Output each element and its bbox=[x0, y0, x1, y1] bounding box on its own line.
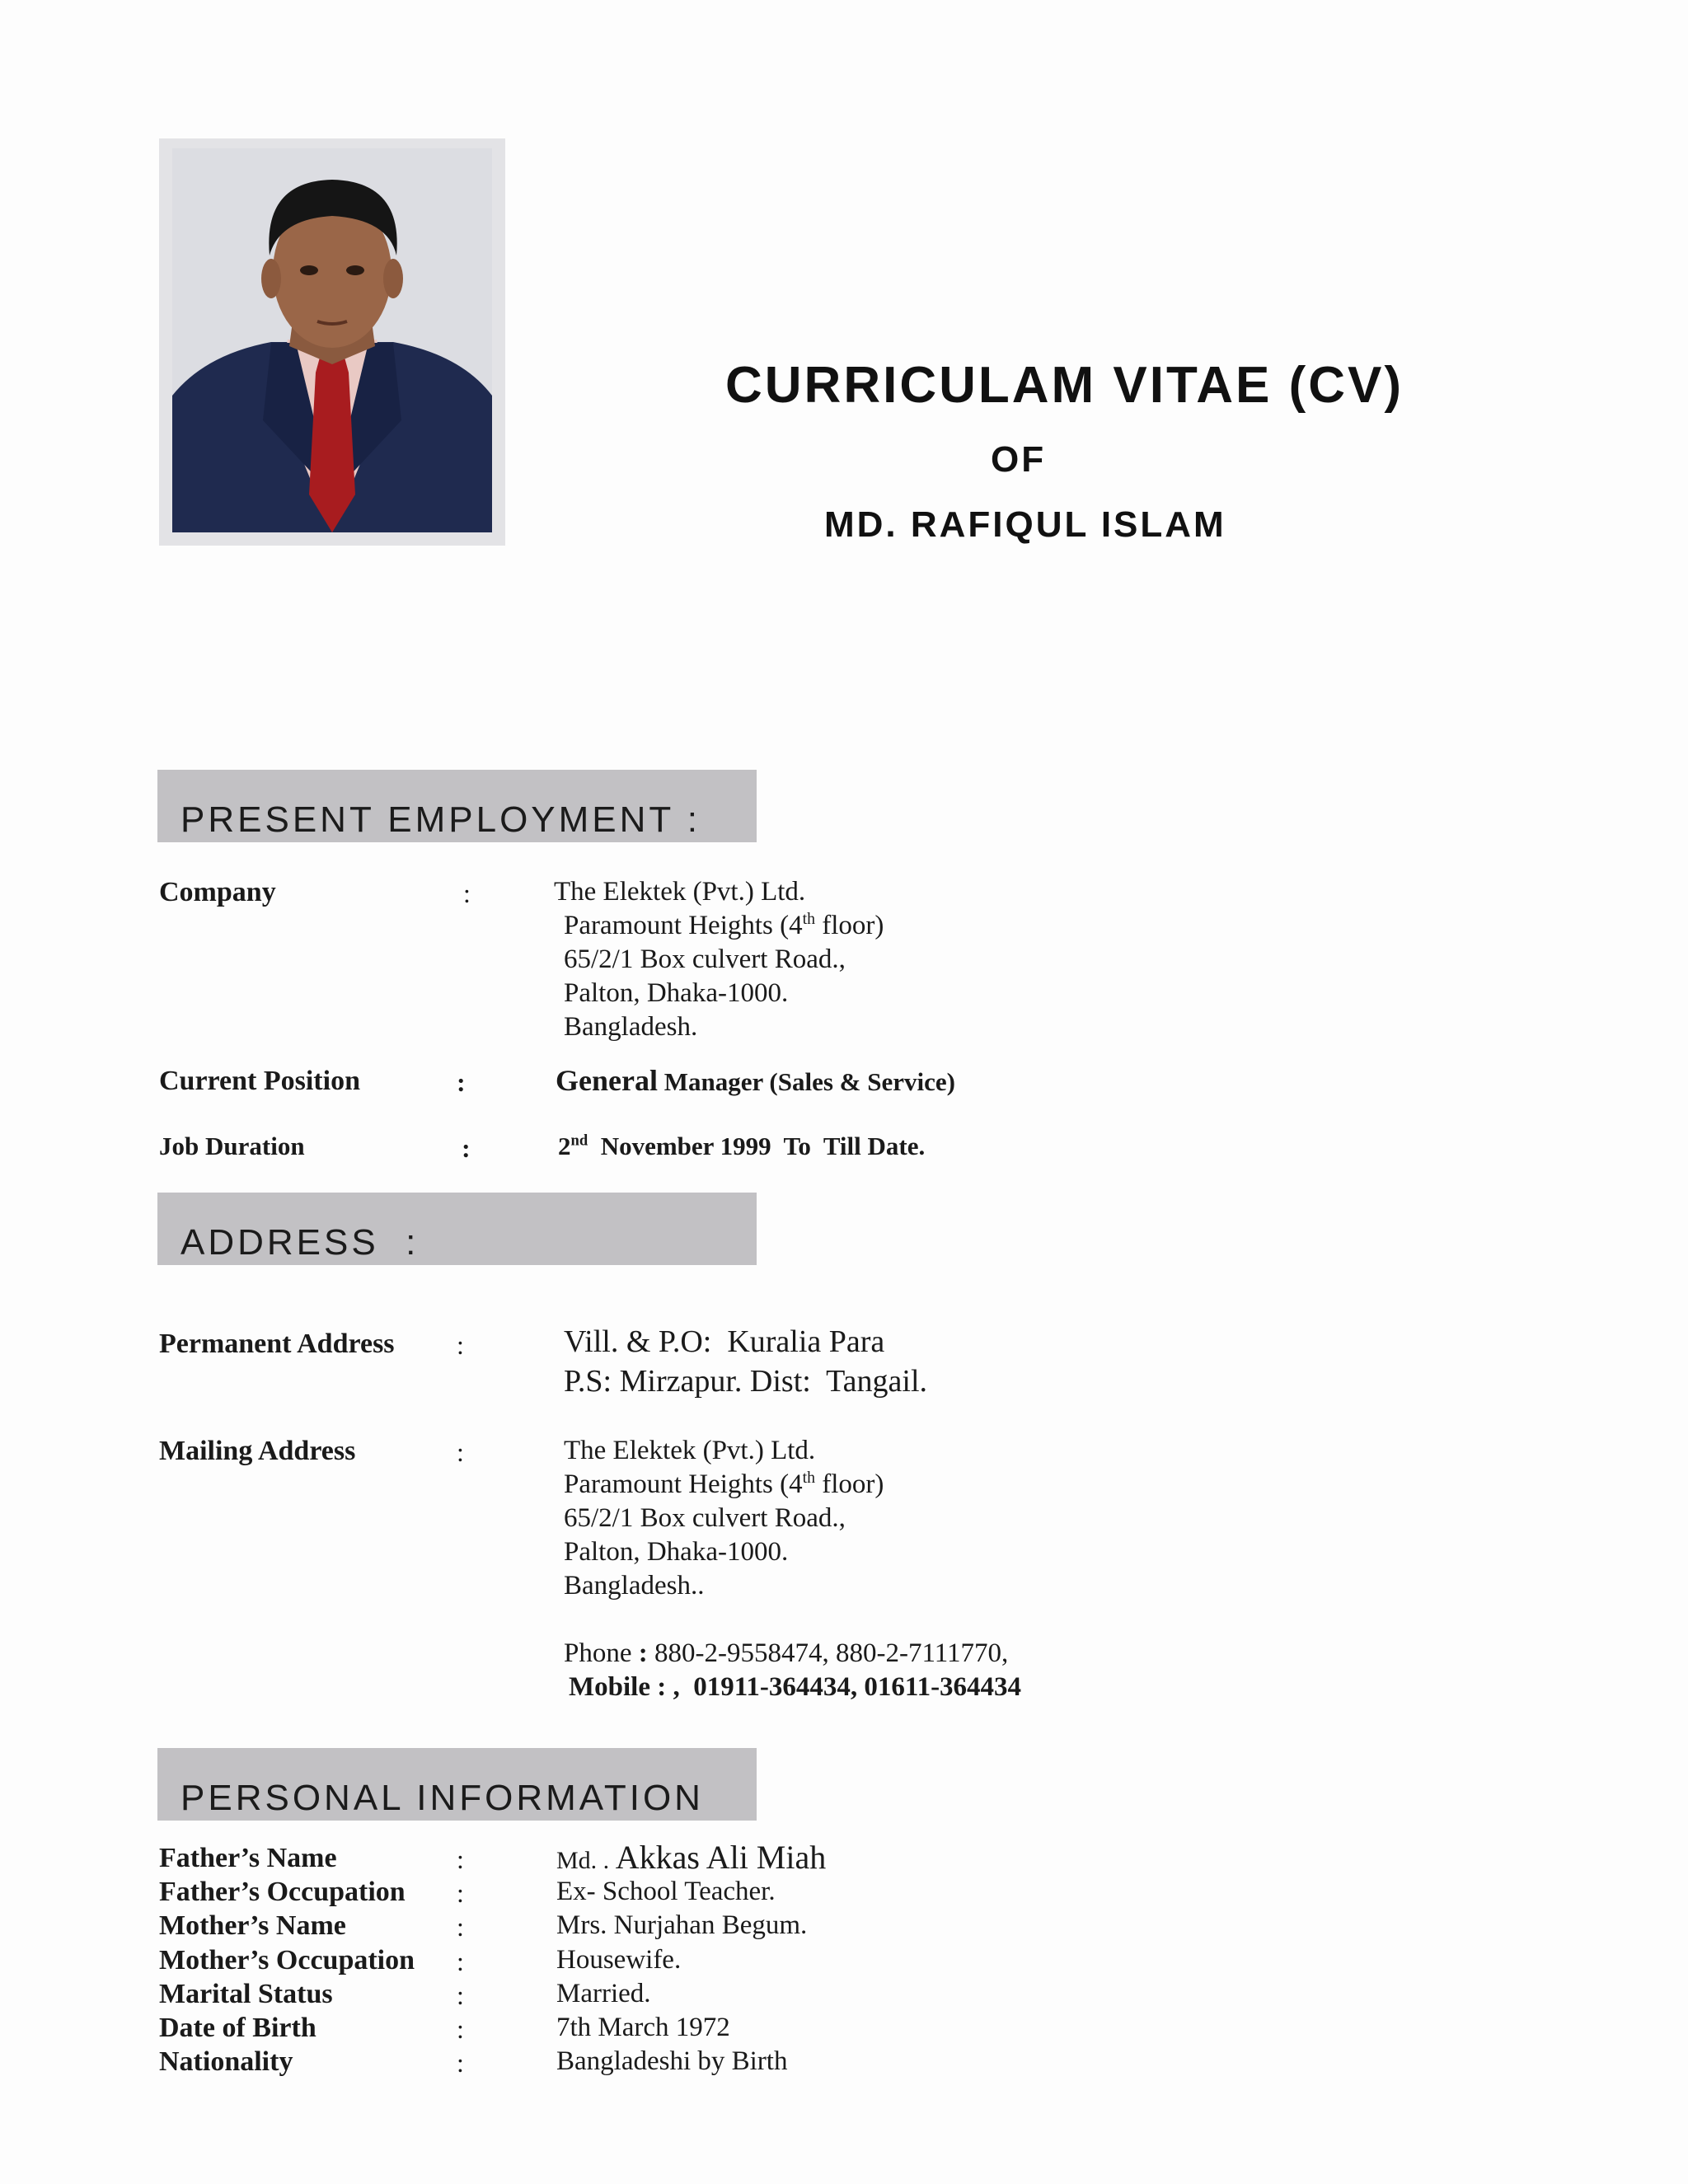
personal-row-label: Marital Status bbox=[159, 1979, 333, 2009]
personal-row-value: 7th March 1972 bbox=[556, 2013, 730, 2042]
permanent-line-1: Vill. & P.O: Kuralia Para bbox=[564, 1324, 885, 1359]
colon: : bbox=[457, 1980, 464, 2010]
section-header-employment: PRESENT EMPLOYMENT : bbox=[157, 770, 757, 842]
company-line-1: The Elektek (Pvt.) Ltd. bbox=[554, 877, 806, 907]
colon: : bbox=[457, 1912, 464, 1942]
mailing-line-4: Palton, Dhaka-1000. bbox=[564, 1537, 789, 1567]
company-line-5: Bangladesh. bbox=[564, 1012, 698, 1042]
personal-row-value: Bangladeshi by Birth bbox=[556, 2046, 788, 2076]
company-label: Company bbox=[159, 877, 276, 907]
position-label: Current Position bbox=[159, 1066, 360, 1096]
colon: : bbox=[457, 1878, 464, 1908]
colon: : bbox=[457, 1330, 464, 1360]
portrait-image bbox=[172, 148, 492, 532]
mailing-address-label: Mailing Address bbox=[159, 1436, 356, 1466]
personal-row-label: Mother’s Occupation bbox=[159, 1945, 415, 1975]
colon: : bbox=[457, 1844, 464, 1874]
personal-row-value: Married. bbox=[556, 1979, 651, 2008]
colon: : bbox=[457, 1067, 466, 1097]
mailing-line-5: Bangladesh.. bbox=[564, 1571, 705, 1601]
mailing-line-1: The Elektek (Pvt.) Ltd. bbox=[564, 1436, 816, 1465]
duration-label: Job Duration bbox=[159, 1132, 305, 1160]
company-line-4: Palton, Dhaka-1000. bbox=[564, 978, 789, 1008]
colon: : bbox=[457, 2014, 464, 2044]
mailing-line-2: Paramount Heights (4th floor) bbox=[564, 1469, 884, 1499]
personal-row-value: Md. . Akkas Ali Miah bbox=[556, 1839, 827, 1876]
personal-row-label: Date of Birth bbox=[159, 2013, 316, 2043]
colon: : bbox=[457, 1437, 464, 1467]
personal-row-value: Ex- School Teacher. bbox=[556, 1877, 776, 1906]
colon: : bbox=[462, 1133, 471, 1163]
title-of: OF bbox=[991, 439, 1047, 480]
personal-row-value: Mrs. Nurjahan Begum. bbox=[556, 1910, 808, 1940]
duration-value: 2nd November 1999 To Till Date. bbox=[558, 1132, 926, 1160]
candidate-name: MD. RAFIQUL ISLAM bbox=[824, 504, 1226, 545]
position-value: General Manager (Sales & Service) bbox=[556, 1064, 955, 1097]
personal-row-label: Father’s Name bbox=[159, 1843, 337, 1873]
mailing-line-3: 65/2/1 Box culvert Road., bbox=[564, 1503, 846, 1533]
personal-row-label: Father’s Occupation bbox=[159, 1877, 406, 1907]
colon: : bbox=[463, 879, 471, 908]
personal-row-label: Nationality bbox=[159, 2046, 293, 2077]
permanent-line-2: P.S: Mirzapur. Dist: Tangail. bbox=[564, 1364, 928, 1399]
company-line-2: Paramount Heights (4th floor) bbox=[564, 910, 884, 940]
section-header-address: ADDRESS : bbox=[157, 1193, 757, 1265]
company-line-3: 65/2/1 Box culvert Road., bbox=[564, 944, 846, 974]
personal-row-label: Mother’s Name bbox=[159, 1910, 346, 1941]
mobile-numbers: Mobile : , 01911-364434, 01611-364434 bbox=[569, 1672, 1022, 1702]
section-header-personal: PERSONAL INFORMATION bbox=[157, 1748, 757, 1821]
personal-row-value: Housewife. bbox=[556, 1945, 682, 1975]
colon: : bbox=[457, 2048, 464, 2078]
profile-photo bbox=[159, 138, 505, 546]
permanent-address-label: Permanent Address bbox=[159, 1329, 395, 1359]
document-title: CURRICULAM VITAE (CV) bbox=[725, 357, 1404, 414]
colon: : bbox=[457, 1947, 464, 1976]
phone-numbers: Phone : 880-2-9558474, 880-2-7111770, bbox=[564, 1638, 1009, 1668]
